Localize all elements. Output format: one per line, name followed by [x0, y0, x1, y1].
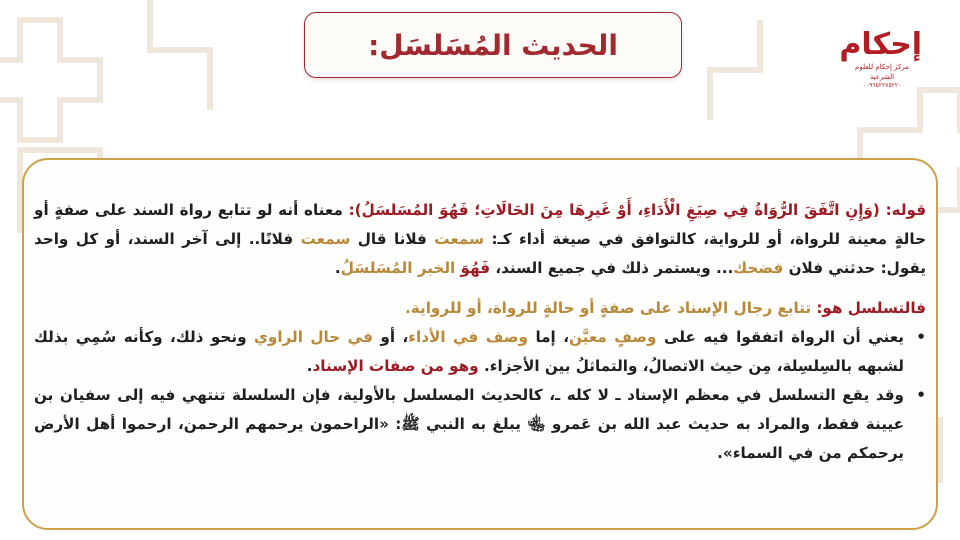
bullet1-text-4: ونحو ذلك، وكأنه سُمِي بذلك لشبهه بالسِلسِلة، مِن حيث الاتصالُ، والتماثلُ بين الأجزاء. [34, 328, 904, 375]
bullet1-text-3: ، أو [380, 328, 409, 346]
definition-label: فالتسلسل هو: [816, 299, 926, 317]
title-box [304, 12, 682, 78]
logo-number: ٠٠٩٦٥٢٢٧٥٢٢٠ [862, 82, 902, 89]
brand-logo [839, 27, 922, 90]
bullet1-text-1: يعني أن الرواة اتفقوا فيه على [663, 328, 904, 346]
keyword-fahuwa: فَهُوَ [460, 259, 491, 277]
list-item [34, 323, 908, 381]
intro-quote: (وَإِنِ اتَّفَقَ الرُّوَاةُ فِي صِيَغِ الْأَدَاءِ، أَوْ غَيرِهَا مِنَ الحَالَاتِ؛ فَهُوَ المُسَلسَلُ): [348, 201, 880, 219]
definition-paragraph [34, 294, 926, 323]
intro-label: قوله: [885, 201, 927, 219]
bullet2-text: وقد يقع التسلسل في معظم الإسناد ـ لا كله ـ، كالحديث المسلسل بالأولية، فإن السلسلة تنتهي فيه إلى سفيان بن عيينة فقط، والمراد به حديث عبد الله بن عَمرو ﵄ يبلغ به النبي ﷺ: «الراحمون يرحمهم الرحمن، ارحموا أهل الأرض يرحمكم من في السماء». [34, 386, 904, 462]
intro-end: . [334, 259, 341, 277]
intro-paragraph [34, 196, 926, 283]
intro-text-3: فلانًا.. إلى آخر السند، أو كل واحد يقول: حدثني فلان [34, 230, 926, 277]
definition-text: تتابع رجال الإسناد على صفةٍ أو حالةٍ للرواة، أو للرواية. [405, 299, 812, 317]
logo-name: إحكام [839, 27, 922, 62]
list-item [34, 381, 908, 468]
bullet1-keyword-1: وصفٍ معيَّن [568, 328, 657, 346]
bullet1-end: . [306, 357, 313, 375]
intro-text-2: فلانا قال [357, 230, 427, 248]
bullet1-keyword-4: وهو من صفات الإسناد [312, 357, 479, 375]
keyword-dahik: فضحك [733, 259, 784, 277]
page-title: الحديث المُسَلسَل: [368, 28, 618, 62]
bullet1-keyword-3: في حال الراوي [253, 328, 373, 346]
intro-text-1: معناه أنه لو تتابع رواة السند على صفةٍ أو حالةٍ معينة للرواة، أو للرواية، كالتوافق في صيغة أداء كـ: [34, 201, 927, 248]
keyword-sami-1: سمعت [434, 230, 485, 248]
intro-text-4: ... ويستمر ذلك في جميع السند، [495, 259, 734, 277]
keyword-sami-2: سمعت [300, 230, 351, 248]
bullet-list [34, 323, 926, 468]
keyword-khabar: الخبر المُسَلسَلُ [340, 259, 456, 277]
spacer [34, 283, 926, 294]
bullet1-keyword-2: وصف في الأداء [408, 328, 528, 346]
bullet1-text-2: ، إما [535, 328, 569, 346]
content-body [34, 196, 926, 468]
logo-subtitle: مركز إحكام للعلوم الشرعية [855, 63, 909, 81]
